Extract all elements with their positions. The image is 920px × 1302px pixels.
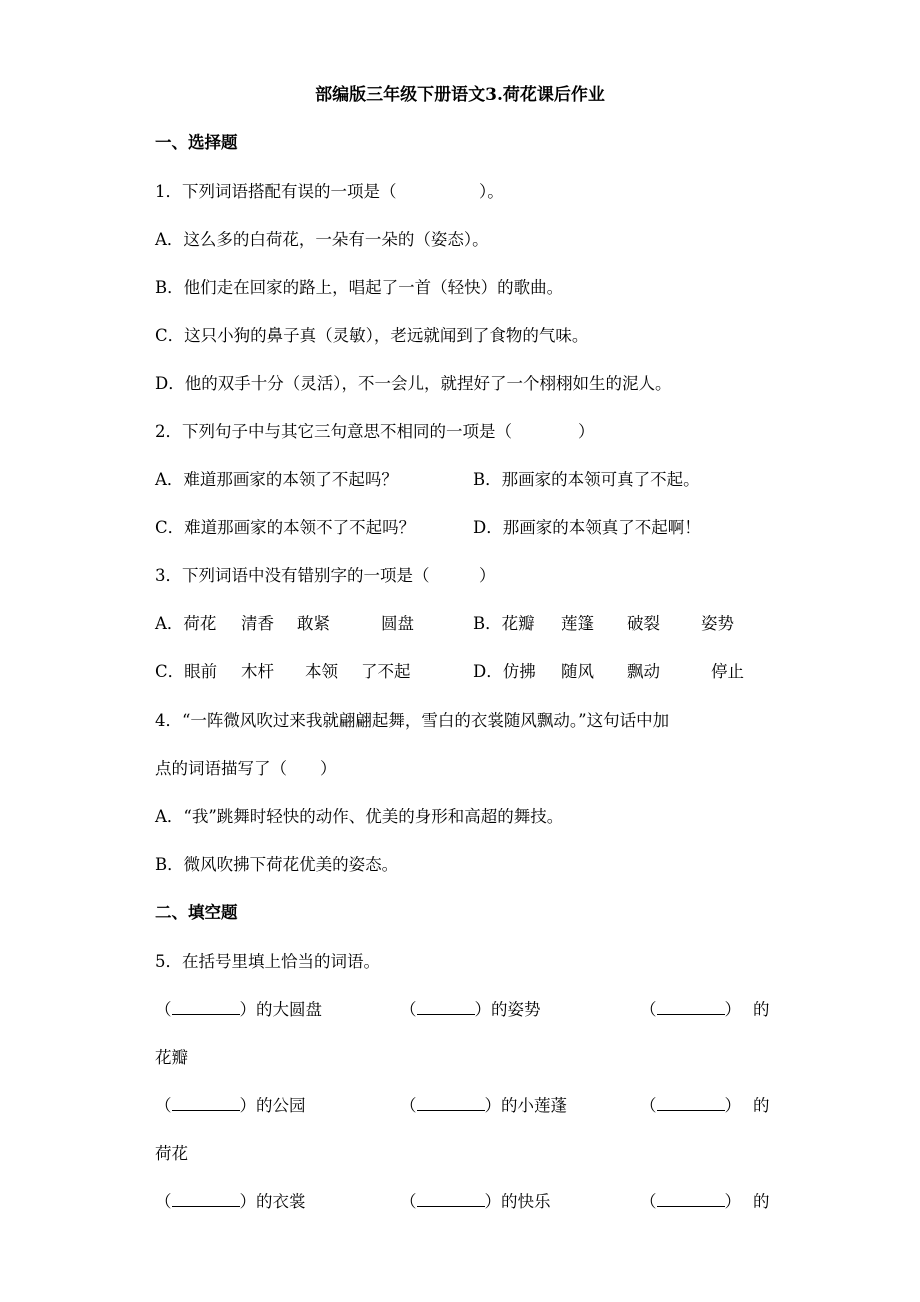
- question-3-option-c-word-2: 木杆: [241, 662, 274, 681]
- answer-blank[interactable]: [172, 1094, 240, 1111]
- question-3-option-a-label: A．荷花: [155, 614, 217, 633]
- question-2-option-d: D．那画家的本领真了不起啊！: [473, 518, 701, 537]
- question-1-option-d: D．他的双手十分（灵活），不一会儿，就捏好了一个栩栩如生的泥人。: [155, 374, 672, 393]
- fill-blank-item: （ ）的公园: [155, 1096, 306, 1115]
- answer-blank[interactable]: [172, 998, 240, 1015]
- question-3-option-d-word-3: 飘动: [627, 662, 660, 681]
- answer-blank[interactable]: [417, 998, 475, 1015]
- question-3-option-c-label: C．眼前: [155, 662, 218, 681]
- fill-blank-item: （ ） 的: [640, 1192, 770, 1211]
- question-1-stem: 1．下列词语搭配有误的一项是（ ）。: [155, 182, 504, 201]
- answer-blank[interactable]: [657, 1094, 725, 1111]
- fill-blank-item: （ ）的姿势: [400, 1000, 541, 1019]
- question-2-stem: 2．下列句子中与其它三句意思不相同的一项是（ ）: [155, 422, 595, 441]
- question-5-row-2-wrap: 荷花: [155, 1144, 188, 1163]
- fill-blank-item: （ ）的大圆盘: [155, 1000, 322, 1019]
- fill-blank-item: （ ）的快乐: [400, 1192, 551, 1211]
- question-3-option-c-word-4: 了不起: [361, 662, 411, 681]
- question-3-option-b-word-4: 姿势: [701, 614, 734, 633]
- page-title: 部编版三年级下册语文3.荷花课后作业: [315, 85, 605, 105]
- question-1-option-b: B．他们走在回家的路上，唱起了一首（轻快）的歌曲。: [155, 278, 564, 297]
- question-3-option-b-label: B．花瓣: [473, 614, 535, 633]
- question-5-stem: 5．在括号里填上恰当的词语。: [155, 952, 380, 971]
- answer-blank[interactable]: [172, 1190, 240, 1207]
- fill-blank-item: （ ）的衣裳: [155, 1192, 306, 1211]
- fill-blank-item: （ ）的小莲蓬: [400, 1096, 567, 1115]
- question-1-option-a: A．这么多的白荷花，一朵有一朵的（姿态）。: [155, 230, 489, 249]
- question-4-option-a: A．“我”跳舞时轻快的动作、优美的身形和高超的舞技。: [155, 807, 564, 826]
- question-3-option-a-word-3: 敢紧: [297, 614, 330, 633]
- answer-blank[interactable]: [657, 1190, 725, 1207]
- question-2-option-b: B．那画家的本领可真了不起。: [473, 470, 700, 489]
- fill-blank-item: （ ） 的: [640, 1000, 770, 1019]
- section-heading-choice: 一、选择题: [155, 133, 238, 152]
- question-4-option-b: B．微风吹拂下荷花优美的姿态。: [155, 855, 399, 874]
- question-3-option-b-word-2: 莲篷: [561, 614, 594, 633]
- section-heading-fill-in: 二、填空题: [155, 903, 238, 922]
- question-3-option-a-word-2: 清香: [241, 614, 274, 633]
- question-2-option-a: A．难道那画家的本领了不起吗？: [155, 470, 398, 489]
- answer-blank[interactable]: [417, 1190, 485, 1207]
- question-4-stem-line-1: 4．“一阵微风吹过来我就翩翩起舞，雪白的衣裳随风飘动。”这句话中加: [155, 711, 670, 730]
- fill-blank-item: （ ） 的: [640, 1096, 770, 1115]
- question-3-option-b-word-3: 破裂: [627, 614, 660, 633]
- question-3-stem: 3．下列词语中没有错别字的一项是（ ）: [155, 566, 496, 585]
- answer-blank[interactable]: [657, 998, 725, 1015]
- question-3-option-c-word-3: 本领: [305, 662, 338, 681]
- question-1-option-c: C．这只小狗的鼻子真（灵敏），老远就闻到了食物的气味。: [155, 326, 589, 345]
- question-4-stem-line-2: 点的词语描写了（ ）: [155, 759, 337, 778]
- question-3-option-a-word-4: 圆盘: [381, 614, 414, 633]
- question-3-option-d-word-4: 停止: [711, 662, 744, 681]
- question-3-option-d-label: D．仿拂: [473, 662, 536, 681]
- question-5-row-1-wrap: 花瓣: [155, 1048, 188, 1067]
- question-2-option-c: C．难道那画家的本领不了不起吗？: [155, 518, 416, 537]
- question-3-option-d-word-2: 随风: [561, 662, 594, 681]
- answer-blank[interactable]: [417, 1094, 485, 1111]
